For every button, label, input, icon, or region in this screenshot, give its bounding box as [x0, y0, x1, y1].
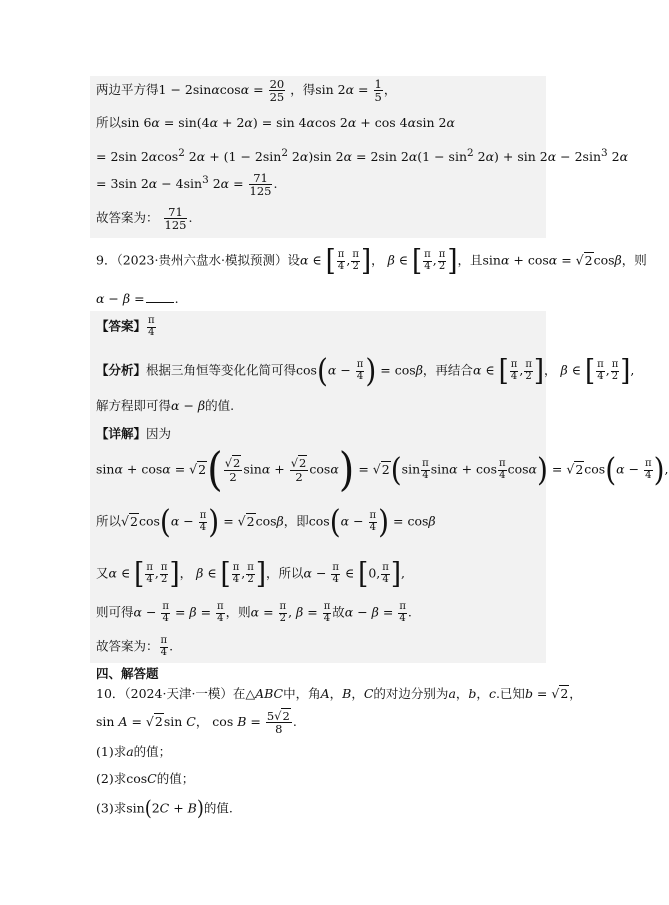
prev-line-2: 所以sin 6α = sin(4α + 2α) = sin 4αcos 2α + cos 4αsin 2α — [96, 115, 455, 130]
section-title: 四、解答题 — [96, 666, 159, 681]
detail-line: 【详解】因为 — [96, 426, 172, 441]
prev-answer: 故答案为： $\frac{71}{125}$ . — [96, 205, 193, 233]
q9-stem: 9．（2023·贵州六盘水·模拟预测）设α ∈ [ $\frac{\pi}{4}$ , $\frac{\pi}{2}$ ]， β ∈ [ $\frac{\pi}{4}$ , $\frac{\pi}{2}$ ]，且sinα + cosα = √2cosβ，则 — [96, 244, 647, 278]
q10-part-3: (3)求sin(2C + B)的值. — [96, 796, 233, 821]
prev-line-3: = 2sin 2αcos$^2$ $2\alpha + (1 - 2\sin^2$ 2α)sin 2α = 2sin $2\alpha(1 - \sin^2 2\alpha) + \sin 2\alpha - 2\sin^3$ 2α — [96, 147, 629, 165]
q9-blank-line: α − β = . — [96, 291, 179, 306]
prev-line-1: 两边平方得1 − 2sinαcosα = $\frac{20}{25}$ ，得sin 2α = $\frac{1}{5}$ ， — [96, 77, 397, 105]
detail-so: 所以√2cos(α − $\frac{\pi}{4}$ ) = √2cosβ，即cos(α − $\frac{\pi}{4}$ ) = cosβ — [96, 502, 436, 541]
detail-derivation: sinα + cosα = √2( $\frac{√2}{2}$ sinα + $\frac{√2}{2}$ cosα) = √2(sin $\frac{\pi}{4}$ sinα + cos $\frac{\pi}{4}$ cosα) = √2cos(α − $\frac{\pi}{4}$ ), — [96, 443, 669, 497]
detail-answer: 故答案为： $\frac{\pi}{4}$ . — [96, 635, 174, 658]
detail-conclusion: 则可得α − $\frac{\pi}{4}$ = β = $\frac{\pi}{4}$ ，则α = $\frac{\pi}{2}$ , β = $\frac{\pi}{4}$ 故α − β = $\frac{\pi}{4}$ . — [96, 601, 412, 624]
answer-blank — [146, 292, 174, 303]
answer-line: 【答案】 $\frac{\pi}{4}$ — [96, 315, 155, 338]
analysis-line: 【分析】根据三角恒等变化化简可得cos(α − $\frac{\pi}{4}$ ) = cosβ，再结合α ∈ [ $\frac{\pi}{4}$ , $\frac{\pi}{2}$ ]， β ∈ [ $\frac{\pi}{4}$ , $\frac{\pi}{2}$ ], — [96, 351, 635, 390]
prev-line-4: = 3sin $2\alpha - 4\sin^3$ 2α = $\frac{71}{125}$ . — [96, 171, 278, 199]
solve-line: 解方程即可得α − β的值. — [96, 398, 235, 413]
q10-stem: 10．（2024·天津·一模）在△ABC中，角A，B，C的对边分别为a，b，c.已知b = √2， — [96, 686, 582, 701]
q10-part-2: (2)求cosC的值； — [96, 771, 195, 786]
q10-conditions: sin A = √2sin C， cos B = $\frac{5√2}{8}$ . — [96, 709, 297, 737]
detail-range: 又α ∈ [ $\frac{\pi}{4}$ , $\frac{\pi}{2}$ ]， β ∈ [ $\frac{\pi}{4}$ , $\frac{\pi}{2}$ ]，所以α − $\frac{\pi}{4}$ ∈ [0, $\frac{\pi}{4}$ ], — [96, 557, 405, 591]
q10-part-1: (1)求a的值； — [96, 744, 172, 759]
